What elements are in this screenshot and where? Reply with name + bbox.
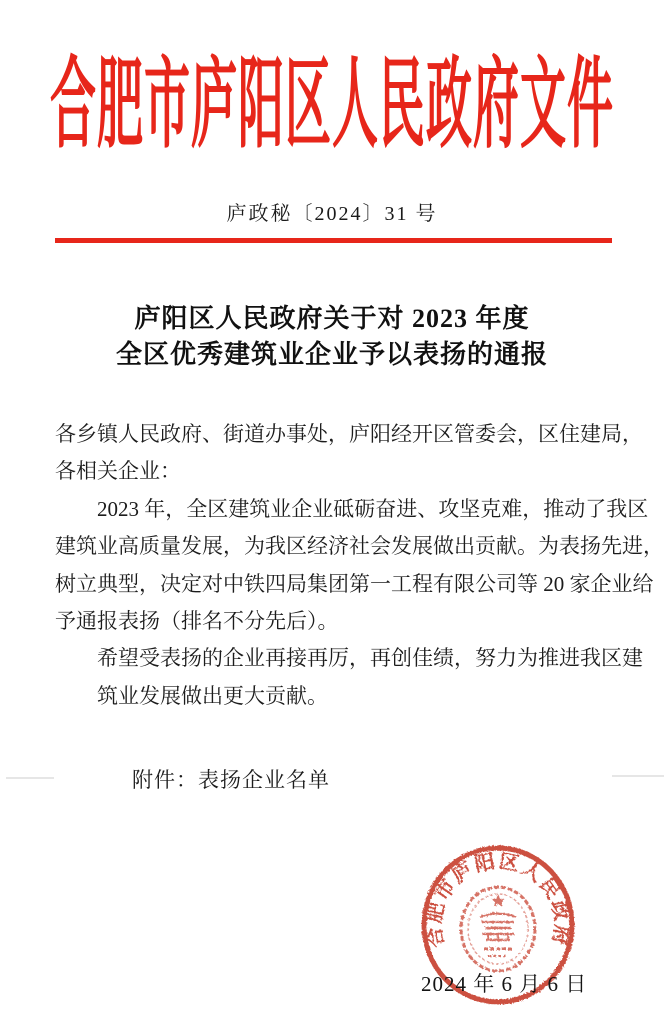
body-line: 2023 年，全区建筑业企业砥砺奋进、攻坚克难，推动了我区 xyxy=(97,496,649,521)
document-title-line2: 全区优秀建筑业企业予以表扬的通报 xyxy=(115,340,548,369)
body-line: 树立典型，决定对中铁四局集团第一工程有限公司等 20 家企业给 xyxy=(55,571,654,596)
body-line: 各乡镇人民政府、街道办事处，庐阳经开区管委会，区住建局， xyxy=(55,422,643,446)
star-icon xyxy=(491,894,504,907)
scan-artifact xyxy=(6,777,54,779)
national-emblem-icon xyxy=(461,887,535,971)
body-line: 筑业发展做出更大贡献。 xyxy=(97,683,328,708)
document-title-line1: 庐阳区人民政府关于对 2023 年度 xyxy=(134,304,530,333)
scan-artifact xyxy=(612,775,664,777)
red-divider-line xyxy=(55,238,612,243)
doc-number: 庐政秘〔2024〕31 号 xyxy=(226,203,438,225)
body-text xyxy=(55,416,664,715)
body-line: 希望受表扬的企业再接再厉，再创佳绩，努力为推进我区建 xyxy=(97,646,643,671)
body-line: 建筑业高质量发展，为我区经济社会发展做出贡献。为表扬先进， xyxy=(55,534,664,559)
seal-arc-text: 合肥市庐阳区人民政府 xyxy=(423,850,573,949)
letterhead-title: 合肥市庐阳区人民政府文件 xyxy=(50,49,614,160)
body-line: 各相关企业： xyxy=(55,459,181,484)
attachment-note: 附件：表扬企业名单 xyxy=(132,768,330,792)
issue-date: 2024 年 6 月 6 日 xyxy=(421,972,588,996)
body-line: 予通报表扬（排名不分先后）。 xyxy=(55,608,339,633)
document-title xyxy=(0,301,664,373)
